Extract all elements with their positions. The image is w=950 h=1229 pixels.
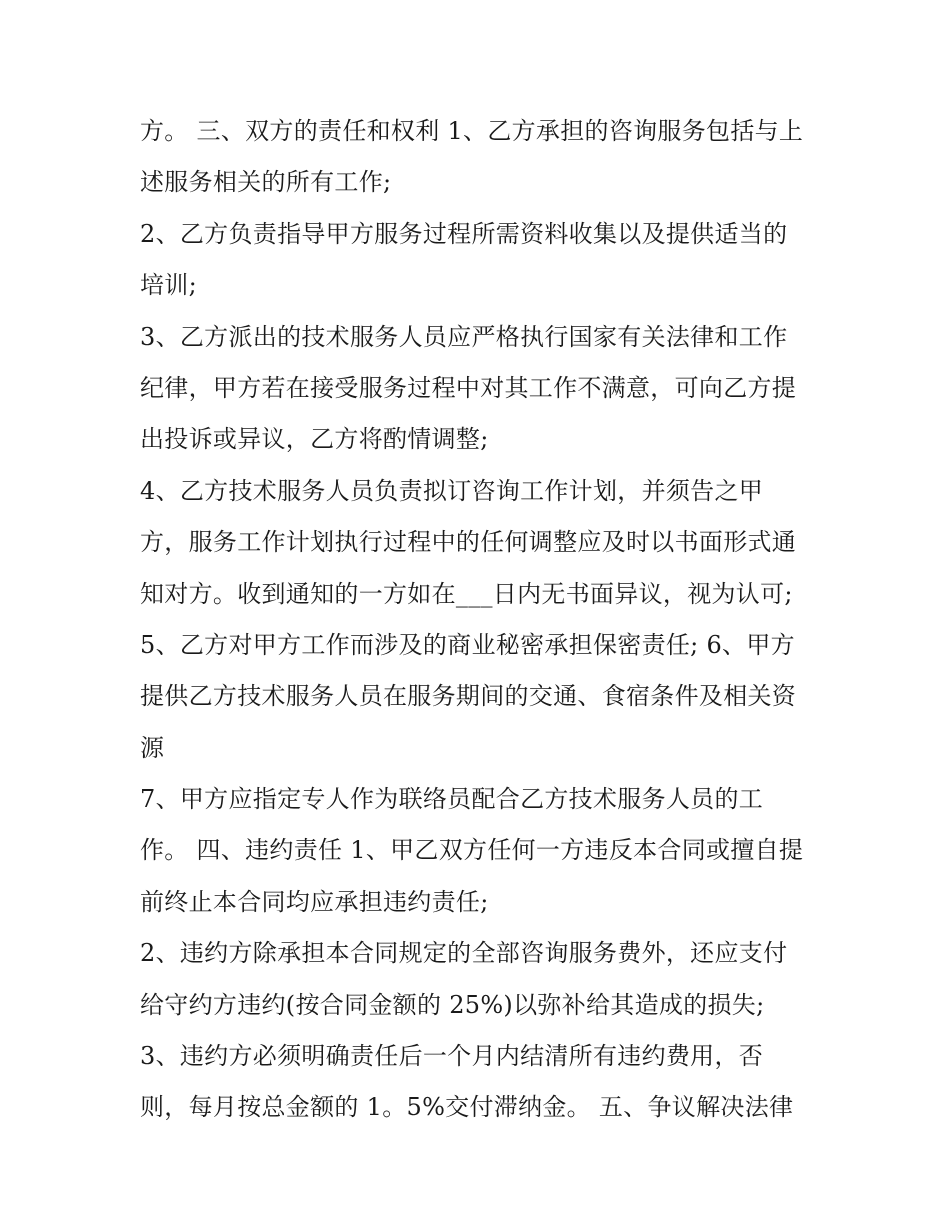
text-line: 出投诉或异议，乙方将酌情调整; (140, 425, 489, 454)
text-line: 方。 三、双方的责任和权利 1、乙方承担的咨询服务包括与上 (140, 117, 804, 145)
text-line: 2、乙方负责指导甲方服务过程所需资料收集以及提供适当的 (140, 219, 788, 248)
text-line: 5、乙方对甲方工作而涉及的商业秘密承担保密责任; 6、甲方 (140, 630, 795, 659)
text-line: 3、乙方派出的技术服务人员应严格执行国家有关法律和工作 (140, 322, 788, 351)
text-line: 方，服务工作计划执行过程中的任何调整应及时以书面形式通 (140, 528, 797, 557)
text-line: 源 (140, 733, 165, 762)
text-line: 4、乙方技术服务人员负责拟订咨询工作计划，并须告之甲 (140, 476, 764, 505)
text-line: 2、违约方除承担本合同规定的全部咨询服务费外，还应支付 (140, 939, 788, 968)
text-line: 给守约方违约(按合同金额的 25%)以弥补给其造成的损失; (140, 990, 765, 1019)
text-line: 提供乙方技术服务人员在服务期间的交通、食宿条件及相关资 (140, 682, 797, 711)
text-line: 作。 四、违约责任 1、甲乙双方任何一方违反本合同或擅自提 (140, 836, 804, 865)
text-line: 纪律，甲方若在接受服务过程中对其工作不满意，可向乙方提 (140, 373, 797, 402)
text-line: 则，每月按总金额的 1。5%交付滞纳金。 五、争议解决法律 (140, 1093, 794, 1122)
text-line: 述服务相关的所有工作; (140, 168, 392, 197)
contract-body-text (140, 106, 830, 1134)
text-line: 3、违约方必须明确责任后一个月内结清所有违约费用，否 (140, 1042, 764, 1071)
text-line: 前终止本合同均应承担违约责任; (140, 887, 489, 916)
text-line: 培训; (140, 271, 197, 300)
text-line: 7、甲方应指定专人作为联络员配合乙方技术服务人员的工 (140, 785, 764, 814)
text-line: 知对方。收到通知的一方如在___日内无书面异议，视为认可; (140, 579, 793, 608)
